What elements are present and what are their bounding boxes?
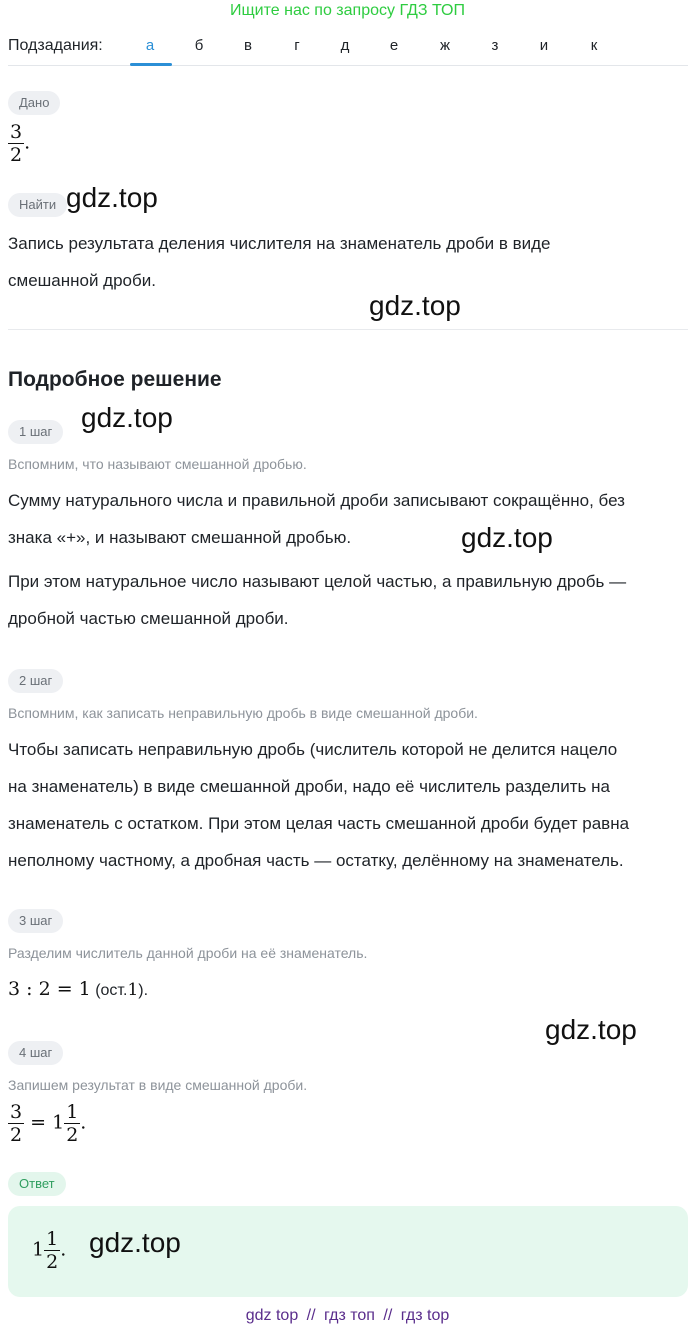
footer-separator: // [306, 1307, 316, 1324]
tab-d[interactable]: д [340, 37, 350, 54]
solution-heading: Подробное решение [8, 368, 222, 391]
find-line-1: Запись результата деления числителя на знаменатель дроби в виде [8, 234, 551, 253]
given-numerator: 3 [10, 121, 23, 143]
step-1-line-4: дробной частью смешанной дроби. [8, 609, 289, 628]
step-3-note-value: 1 [127, 980, 139, 1000]
footer-separator: // [383, 1307, 393, 1324]
given-trail: . [24, 131, 31, 154]
step-1-pill: 1 шаг [8, 420, 63, 444]
step-2-hint: Вспомним, как записать неправильную дробь в виде смешанной дроби. [8, 705, 478, 721]
subtasks-bar [8, 30, 688, 66]
step-4-lhs-denominator: 2 [10, 1124, 23, 1146]
find-pill: Найти [8, 193, 67, 217]
tab-k[interactable]: к [590, 37, 598, 54]
answer-pill: Ответ [8, 1172, 66, 1196]
tab-z[interactable]: з [491, 37, 499, 54]
step-1-hint: Вспомним, что называют смешанной дробью. [8, 456, 307, 472]
step-2-line-4: неполному частному, а дробная часть — остатку, делённому на знаменатель. [8, 851, 624, 870]
watermark: gdz.top [66, 182, 158, 213]
watermark: gdz.top [461, 522, 553, 553]
tab-i[interactable]: и [539, 37, 549, 54]
step-4-equals: = [30, 1111, 47, 1134]
watermark: gdz.top [81, 402, 173, 433]
step-2-line-2: на знаменатель) в виде смешанной дроби, надо её числитель разделить на [8, 777, 610, 796]
active-tab-indicator [130, 63, 172, 66]
step-4-hint: Запишем результат в виде смешанной дроби. [8, 1077, 308, 1093]
step-1-line-1: Сумму натурального числа и правильной дроби записывают сокращённо, без [8, 491, 625, 510]
watermark: gdz.top [545, 1014, 637, 1045]
tab-v[interactable]: в [244, 37, 252, 54]
step-2-line-1: Чтобы записать неправильную дробь (числитель которой не делится нацело [8, 740, 618, 759]
step-4-pill: 4 шаг [8, 1041, 63, 1065]
section-divider [8, 329, 688, 330]
tab-g[interactable]: г [294, 37, 300, 54]
footer-link-3[interactable]: гдз top [400, 1307, 450, 1324]
watermark: gdz.top [369, 290, 461, 321]
step-3-division: 3 : 2 = 1 [8, 978, 91, 1000]
footer-link-1[interactable]: gdz top [245, 1307, 299, 1324]
find-line-2: смешанной дроби. [8, 271, 156, 290]
step-3-note-close: ). [138, 982, 149, 999]
step-3-hint: Разделим числитель данной дроби на её знаменатель. [8, 945, 368, 961]
step-3-expression [8, 978, 148, 1000]
given-fraction [8, 121, 30, 166]
step-3-note-open: (ост. [95, 982, 128, 999]
step-4-expression [8, 1101, 86, 1146]
answer-denominator: 2 [46, 1251, 59, 1273]
answer-numerator: 1 [46, 1228, 59, 1250]
given-pill: Дано [8, 91, 60, 115]
step-4-lhs-numerator: 3 [10, 1101, 23, 1123]
watermark: gdz.top [89, 1227, 181, 1258]
step-1-line-2: знака «+», и называют смешанной дробью. [8, 528, 352, 547]
step-4-whole: 1 [52, 1111, 65, 1134]
given-denominator: 2 [10, 144, 23, 166]
answer-value [32, 1228, 66, 1273]
step-4-trail: . [80, 1111, 87, 1134]
step-3-pill: 3 шаг [8, 909, 63, 933]
tab-a[interactable]: а [145, 37, 155, 54]
subtasks-label: Подзадания: [8, 37, 103, 54]
step-1-line-3: При этом натуральное число называют целой частью, а правильную дробь — [8, 572, 627, 591]
footer [0, 1307, 695, 1325]
step-2-pill: 2 шаг [8, 669, 63, 693]
step-2-line-3: знаменатель с остатком. При этом целая часть смешанной дроби будет равна [8, 814, 630, 833]
footer-link-2[interactable]: гдз топ [324, 1307, 375, 1324]
step-4-rhs-denominator: 2 [66, 1124, 79, 1146]
answer-whole: 1 [32, 1238, 45, 1261]
step-4-rhs-numerator: 1 [66, 1101, 79, 1123]
tab-zh[interactable]: ж [439, 37, 451, 54]
tab-e[interactable]: е [389, 37, 399, 54]
answer-trail: . [60, 1238, 67, 1261]
tab-b[interactable]: б [194, 37, 204, 54]
promo-banner: Ищите нас по запросу ГДЗ ТОП [230, 2, 465, 19]
